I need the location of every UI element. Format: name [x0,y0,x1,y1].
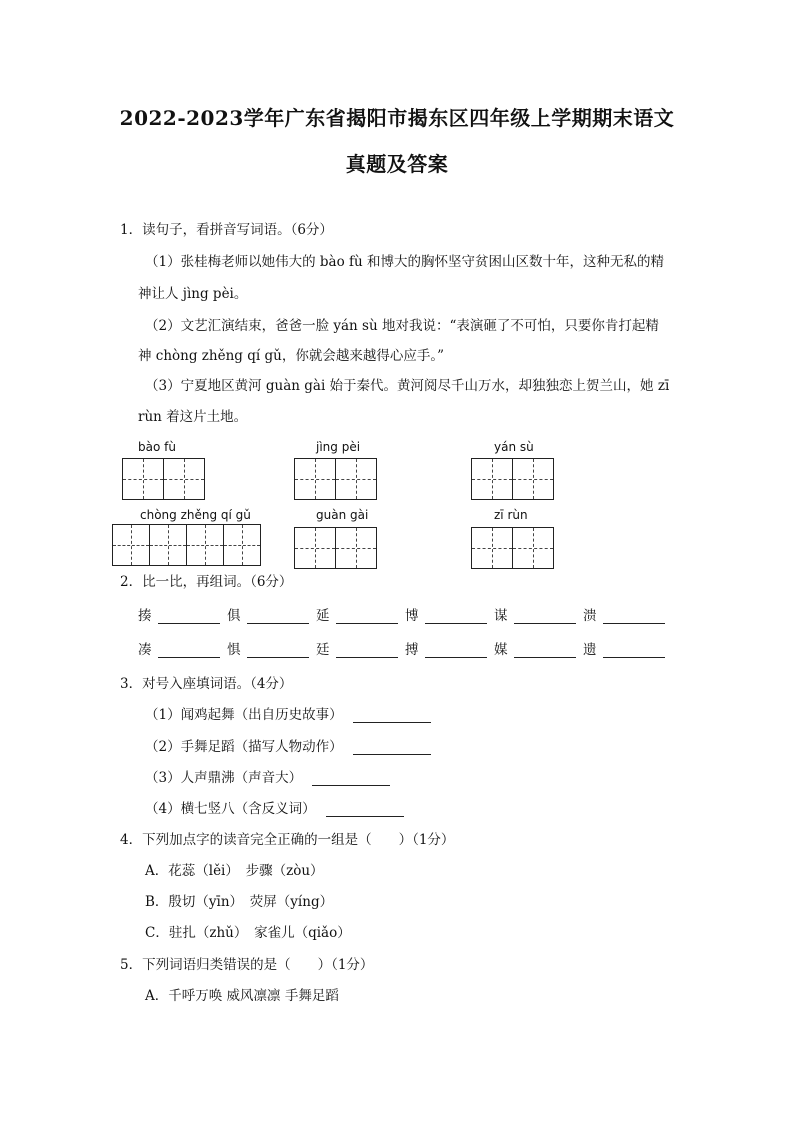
writing-cell[interactable] [512,458,554,500]
q1-sentence-1a: （1）张桂梅老师以她伟大的 bào fù 和博大的胸怀坚守贫困山区数十年，这种无私的精 [145,254,664,270]
writing-cell[interactable] [512,527,554,569]
answer-blank[interactable] [514,643,576,658]
writing-cell[interactable] [294,527,336,569]
compare-char: 搏 [405,642,419,658]
question-3-stem: 3．对号入座填词语。（4分） [120,676,293,692]
box-label-jingpei: jìng pèi [316,440,361,454]
compare-item [494,604,583,624]
box-label-yansu: yán sù [494,440,534,454]
compare-char: 延 [316,608,330,624]
answer-blank[interactable] [326,802,404,817]
compare-row-2 [138,638,672,658]
question-2-stem: 2．比一比，再组词。（6分） [120,574,293,590]
q4-option-c[interactable]: C．驻扎（zhǔ） 家雀儿（qiǎo） [145,925,351,941]
compare-char: 惧 [227,642,241,658]
answer-blank[interactable] [336,643,398,658]
compare-item [227,604,316,624]
writing-cell[interactable] [149,524,187,566]
answer-blank[interactable] [312,771,390,786]
q1-sentence-1b: 神让人 jìng pèi。 [138,286,248,302]
writing-boxes-yansu[interactable] [471,458,553,500]
question-1-stem: 1．读句子，看拼音写词语。（6分） [120,222,333,238]
q3-item-text: （2）手舞足蹈（描写人物动作） [145,739,343,755]
box-label-guangai: guàn gài [316,508,369,522]
compare-char: 媒 [494,642,508,658]
answer-blank[interactable] [603,643,665,658]
writing-cell[interactable] [186,524,224,566]
q3-item-2 [145,735,431,755]
q1-sentence-3b: rùn 着这片土地。 [138,409,248,425]
answer-blank[interactable] [425,643,487,658]
answer-blank[interactable] [514,609,576,624]
compare-char: 凑 [138,642,152,658]
document-title-line2: 真题及答案 [345,152,449,176]
writing-cell[interactable] [163,458,205,500]
writing-boxes-jingpei[interactable] [294,458,376,500]
writing-cell[interactable] [335,458,377,500]
compare-char: 揍 [138,608,152,624]
writing-boxes-zirun[interactable] [471,527,553,569]
q1-sentence-3a: （3）宁夏地区黄河 guàn gài 始于秦代。黄河阅尽千山万水，却独独恋上贺兰山，她 zī [145,378,670,394]
answer-blank[interactable] [247,609,309,624]
answer-blank[interactable] [158,643,220,658]
answer-blank[interactable] [603,609,665,624]
writing-cell[interactable] [122,458,164,500]
box-label-chongzhengqigu: chòng zhěng qí gǔ [140,508,251,522]
q3-item-1 [145,703,431,723]
writing-boxes-guangai[interactable] [294,527,376,569]
box-label-zirun: zī rùn [494,508,528,522]
compare-item [583,638,672,658]
compare-char: 博 [405,608,419,624]
q5-option-a[interactable]: A．千呼万唤 威风凛凛 手舞足蹈 [145,988,339,1004]
writing-cell[interactable] [223,524,261,566]
writing-boxes-baofu[interactable] [122,458,204,500]
compare-item [494,638,583,658]
answer-blank[interactable] [336,609,398,624]
compare-item [227,638,316,658]
writing-boxes-chongzhengqigu[interactable] [112,524,260,566]
compare-char: 遗 [583,642,597,658]
q3-item-text: （1）闻鸡起舞（出自历史故事） [145,707,343,723]
q3-item-text: （3）人声鼎沸（声音大） [145,770,303,786]
writing-cell[interactable] [471,527,513,569]
compare-item [583,604,672,624]
compare-item [138,604,227,624]
answer-blank[interactable] [353,708,431,723]
answer-blank[interactable] [247,643,309,658]
answer-blank[interactable] [353,740,431,755]
question-4-stem: 4．下列加点字的读音完全正确的一组是（ ）（1分） [120,832,455,848]
compare-item [316,638,405,658]
compare-item [138,638,227,658]
q4-option-a[interactable]: A．花蕊（lěi） 步骤（zòu） [145,863,324,879]
writing-cell[interactable] [471,458,513,500]
q3-item-text: （4）横七竖八（含反义词） [145,801,316,817]
compare-item [405,638,494,658]
answer-blank[interactable] [425,609,487,624]
q1-sentence-2a: （2）文艺汇演结束，爸爸一脸 yán sù 地对我说：“表演砸了不可怕，只要你肯打起精 [145,318,659,334]
question-5-stem: 5．下列词语归类错误的是（ ）（1分） [120,957,374,973]
q3-item-3 [145,766,390,786]
compare-row-1 [138,604,672,624]
q1-sentence-2b: 神 chòng zhěng qí gǔ，你就会越来越得心应手。” [138,348,444,364]
box-label-baofu: bào fù [138,440,176,454]
q4-option-b[interactable]: B．殷切（yīn） 荧屏（yíng） [145,894,334,910]
answer-blank[interactable] [158,609,220,624]
compare-char: 廷 [316,642,330,658]
compare-char: 溃 [583,608,597,624]
compare-item [316,604,405,624]
q3-item-4 [145,797,404,817]
compare-char: 俱 [227,608,241,624]
writing-cell[interactable] [112,524,150,566]
compare-item [405,604,494,624]
writing-cell[interactable] [335,527,377,569]
writing-cell[interactable] [294,458,336,500]
compare-char: 谋 [494,608,508,624]
document-title-line1: 2022-2023学年广东省揭阳市揭东区四年级上学期期末语文 [119,106,675,130]
